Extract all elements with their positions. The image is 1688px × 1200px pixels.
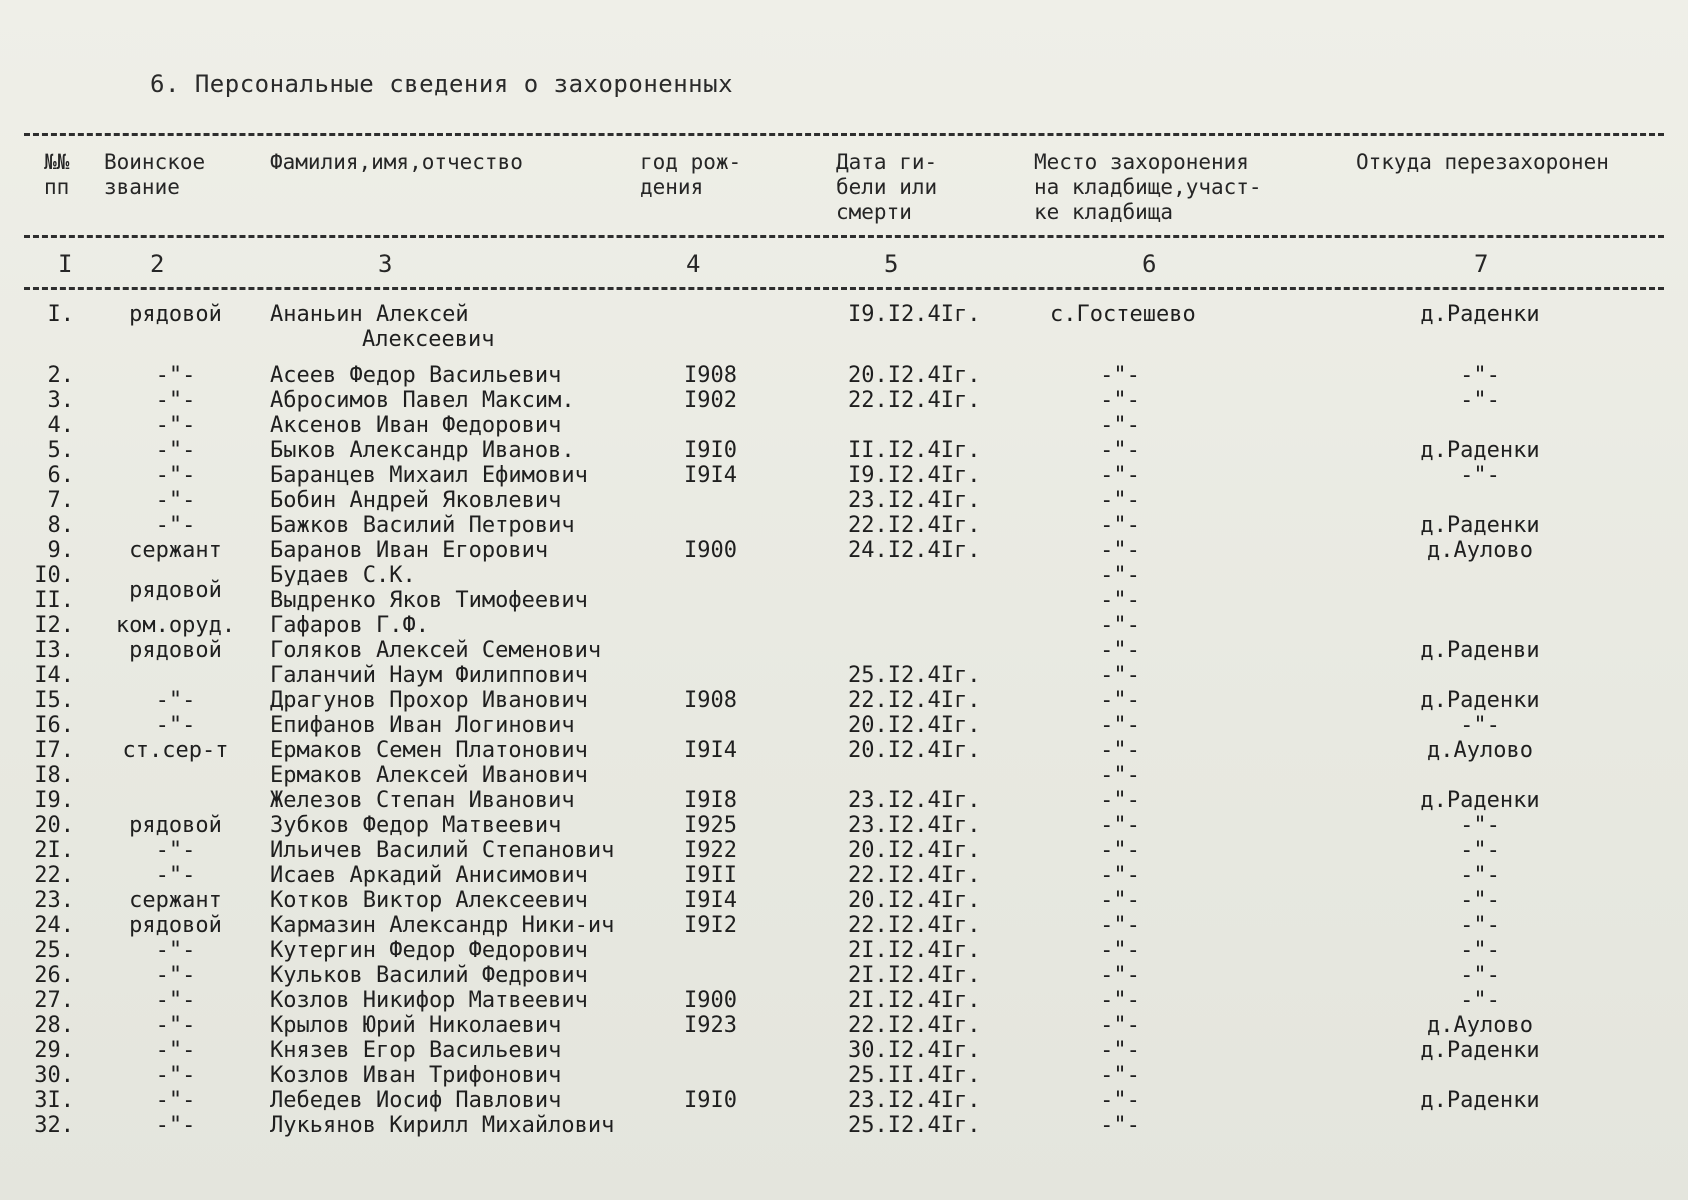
table-row bbox=[0, 1038, 1688, 1063]
row-rank: сержант bbox=[129, 538, 222, 563]
row-date: 30.I2.4Iг. bbox=[848, 1038, 981, 1063]
row-name: Гафаров Г.Ф. bbox=[270, 613, 429, 638]
row-rank: -"- bbox=[155, 688, 196, 713]
table-row bbox=[0, 938, 1688, 963]
row-from: д.Раденви bbox=[1420, 638, 1540, 663]
row-date: 20.I2.4Iг. bbox=[848, 363, 981, 388]
row-from: д.Раденки bbox=[1420, 438, 1540, 463]
row-number: 30. bbox=[34, 1063, 74, 1088]
row-place: -"- bbox=[1100, 1013, 1140, 1038]
column-number: 7 bbox=[1474, 250, 1489, 278]
row-name: Козлов Никифор Матвеевич bbox=[270, 988, 588, 1013]
row-date: 22.I2.4Iг. bbox=[848, 388, 981, 413]
row-rank: -"- bbox=[155, 838, 196, 863]
column-number: 4 bbox=[686, 250, 701, 278]
row-place: -"- bbox=[1100, 1113, 1140, 1138]
row-date: 20.I2.4Iг. bbox=[848, 713, 981, 738]
table-row bbox=[0, 1088, 1688, 1113]
table-row bbox=[0, 663, 1688, 688]
row-year: I900 bbox=[684, 988, 737, 1013]
row-number: 4. bbox=[47, 413, 74, 438]
row-number: 28. bbox=[34, 1013, 74, 1038]
row-number: I9. bbox=[34, 788, 74, 813]
row-number: I. bbox=[47, 302, 74, 327]
row-date: 22.I2.4Iг. bbox=[848, 513, 981, 538]
row-from: -"- bbox=[1460, 463, 1500, 488]
row-from: д.Раденки bbox=[1420, 513, 1540, 538]
row-place: -"- bbox=[1100, 988, 1140, 1013]
row-name: Лебедев Иосиф Павлович bbox=[270, 1088, 562, 1113]
row-year: I908 bbox=[684, 688, 737, 713]
table-row bbox=[0, 413, 1688, 438]
row-from: -"- bbox=[1460, 713, 1500, 738]
table-row bbox=[0, 713, 1688, 738]
row-name: Ермаков Алексей Иванович bbox=[270, 763, 588, 788]
row-place: -"- bbox=[1100, 838, 1140, 863]
row-number: II. bbox=[34, 588, 74, 613]
row-place: -"- bbox=[1100, 938, 1140, 963]
row-date: 25.I2.4Iг. bbox=[848, 1113, 981, 1138]
rule-header bbox=[24, 235, 1664, 238]
row-year: I9I4 bbox=[684, 463, 737, 488]
row-number: 23. bbox=[34, 888, 74, 913]
row-year: I908 bbox=[684, 363, 737, 388]
row-place: -"- bbox=[1100, 813, 1140, 838]
table-row bbox=[0, 788, 1688, 813]
row-date: 20.I2.4Iг. bbox=[848, 888, 981, 913]
table-row bbox=[0, 838, 1688, 863]
row-name: Ананьин Алексей bbox=[270, 302, 469, 327]
row-name: Кармазин Александр Ники-ич bbox=[270, 913, 615, 938]
row-place: с.Гостешево bbox=[1050, 302, 1196, 327]
row-rank: -"- bbox=[155, 413, 196, 438]
row-place: -"- bbox=[1100, 438, 1140, 463]
row-name: Кутергин Федор Федорович bbox=[270, 938, 588, 963]
row-name: Голяков Алексей Семенович bbox=[270, 638, 602, 663]
table-row bbox=[0, 913, 1688, 938]
row-from: -"- bbox=[1460, 813, 1500, 838]
header-line: год рож- bbox=[640, 150, 742, 174]
row-number: I6. bbox=[34, 713, 74, 738]
row-place: -"- bbox=[1100, 613, 1140, 638]
row-date: 23.I2.4Iг. bbox=[848, 788, 981, 813]
header-from bbox=[1356, 150, 1609, 175]
row-place: -"- bbox=[1100, 413, 1140, 438]
header-line: Фамилия,имя,отчество bbox=[270, 150, 523, 174]
row-number: I3. bbox=[34, 638, 74, 663]
row-year: I9II bbox=[684, 863, 737, 888]
header-name bbox=[270, 150, 523, 175]
row-place: -"- bbox=[1100, 1088, 1140, 1113]
row-place: -"- bbox=[1100, 663, 1140, 688]
rule-column-numbers bbox=[24, 287, 1664, 290]
row-place: -"- bbox=[1100, 863, 1140, 888]
row-number: 6. bbox=[47, 463, 74, 488]
row-number: I4. bbox=[34, 663, 74, 688]
header-line: Дата ги- bbox=[836, 150, 938, 174]
row-rank: сержант bbox=[129, 888, 222, 913]
row-name: Кульков Василий Федрович bbox=[270, 963, 588, 988]
row-from: д.Раденки bbox=[1420, 1088, 1540, 1113]
row-from: д.Аулово bbox=[1427, 538, 1533, 563]
header-line: смерти bbox=[836, 200, 912, 224]
header-line: ке кладбища bbox=[1034, 200, 1174, 224]
row-number: I5. bbox=[34, 688, 74, 713]
row-rank: ком.оруд. bbox=[115, 613, 236, 638]
table-row bbox=[0, 763, 1688, 788]
row-place: -"- bbox=[1100, 913, 1140, 938]
row-name: Быков Александр Иванов. bbox=[270, 438, 575, 463]
row-date: 20.I2.4Iг. bbox=[848, 738, 981, 763]
row-from: -"- bbox=[1460, 963, 1500, 988]
row-number: 2. bbox=[47, 363, 74, 388]
row-year: I9I2 bbox=[684, 913, 737, 938]
row-date: I9.I2.4Iг. bbox=[848, 463, 981, 488]
row-place: -"- bbox=[1100, 538, 1140, 563]
row-name: Козлов Иван Трифонович bbox=[270, 1063, 562, 1088]
table-row bbox=[0, 363, 1688, 388]
row-rank: -"- bbox=[155, 438, 196, 463]
row-number: 24. bbox=[34, 913, 74, 938]
table-row bbox=[0, 578, 1688, 613]
table-row bbox=[0, 888, 1688, 913]
row-name: Исаев Аркадий Анисимович bbox=[270, 863, 588, 888]
header-num bbox=[44, 150, 69, 200]
row-number: 2I. bbox=[34, 838, 74, 863]
row-place: -"- bbox=[1100, 588, 1140, 613]
row-place: -"- bbox=[1100, 738, 1140, 763]
row-place: -"- bbox=[1100, 563, 1140, 588]
row-place: -"- bbox=[1100, 1063, 1140, 1088]
row-number: I7. bbox=[34, 738, 74, 763]
row-rank: рядовой bbox=[129, 302, 222, 327]
row-date: 23.I2.4Iг. bbox=[848, 488, 981, 513]
row-number: 3I. bbox=[34, 1088, 74, 1113]
header-line: Откуда перезахоронен bbox=[1356, 150, 1609, 174]
row-place: -"- bbox=[1100, 463, 1140, 488]
row-year: I922 bbox=[684, 838, 737, 863]
row-rank: ст.сер-т bbox=[122, 738, 229, 763]
row-place: -"- bbox=[1100, 1038, 1140, 1063]
row-number: 29. bbox=[34, 1038, 74, 1063]
header-year bbox=[640, 150, 741, 200]
header-place bbox=[1034, 150, 1262, 225]
row-place: -"- bbox=[1100, 788, 1140, 813]
column-number: 2 bbox=[150, 250, 165, 278]
table-row bbox=[0, 638, 1688, 663]
row-rank: -"- bbox=[155, 513, 196, 538]
column-number: 3 bbox=[378, 250, 393, 278]
row-name: Крылов Юрий Николаевич bbox=[270, 1013, 562, 1038]
row-name: Баранов Иван Егорович bbox=[270, 538, 549, 563]
row-name: Епифанов Иван Логинович bbox=[270, 713, 575, 738]
row-rank: -"- bbox=[155, 388, 196, 413]
table-row bbox=[0, 613, 1688, 638]
row-name: Галанчий Наум Филиппович bbox=[270, 663, 588, 688]
row-rank: рядовой bbox=[129, 578, 222, 603]
column-number: I bbox=[58, 250, 73, 278]
row-rank: -"- bbox=[155, 463, 196, 488]
row-place: -"- bbox=[1100, 638, 1140, 663]
row-number: 20. bbox=[34, 813, 74, 838]
row-name: Абросимов Павел Максим. bbox=[270, 388, 575, 413]
row-date: 23.I2.4Iг. bbox=[848, 1088, 981, 1113]
header-rank bbox=[104, 150, 205, 200]
row-date: 2I.I2.4Iг. bbox=[848, 963, 981, 988]
row-place: -"- bbox=[1100, 388, 1140, 413]
table-row bbox=[0, 863, 1688, 888]
header-line: на кладбище,участ- bbox=[1034, 175, 1262, 199]
row-from: д.Раденки bbox=[1420, 1038, 1540, 1063]
row-date: 23.I2.4Iг. bbox=[848, 813, 981, 838]
row-rank: -"- bbox=[155, 713, 196, 738]
row-name: Котков Виктор Алексеевич bbox=[270, 888, 588, 913]
row-year: I9I4 bbox=[684, 888, 737, 913]
table-row bbox=[0, 438, 1688, 463]
row-date: 22.I2.4Iг. bbox=[848, 1013, 981, 1038]
row-from: -"- bbox=[1460, 913, 1500, 938]
table-row bbox=[0, 688, 1688, 713]
row-year: I900 bbox=[684, 538, 737, 563]
row-year: I9I4 bbox=[684, 738, 737, 763]
row-name: Железов Степан Иванович bbox=[270, 788, 575, 813]
table-row bbox=[0, 988, 1688, 1013]
row-place: -"- bbox=[1100, 763, 1140, 788]
row-date: 2I.I2.4Iг. bbox=[848, 988, 981, 1013]
header-line: дения bbox=[640, 175, 704, 199]
row-year: I902 bbox=[684, 388, 737, 413]
row-from: -"- bbox=[1460, 363, 1500, 388]
row-rank: -"- bbox=[155, 1088, 196, 1113]
table-row bbox=[0, 538, 1688, 563]
table-row-continuation bbox=[0, 327, 1688, 352]
row-from: -"- bbox=[1460, 838, 1500, 863]
table-row bbox=[0, 513, 1688, 538]
row-date: 20.I2.4Iг. bbox=[848, 838, 981, 863]
row-year: I925 bbox=[684, 813, 737, 838]
row-rank: -"- bbox=[155, 1013, 196, 1038]
row-from: -"- bbox=[1460, 888, 1500, 913]
row-name: Бобин Андрей Яковлевич bbox=[270, 488, 562, 513]
row-rank: рядовой bbox=[129, 913, 222, 938]
row-rank: -"- bbox=[155, 1113, 196, 1138]
row-number: 8. bbox=[47, 513, 74, 538]
row-from: д.Раденки bbox=[1420, 788, 1540, 813]
row-from: -"- bbox=[1460, 863, 1500, 888]
table-row bbox=[0, 302, 1688, 327]
row-from: -"- bbox=[1460, 988, 1500, 1013]
table-row bbox=[0, 488, 1688, 513]
row-rank: -"- bbox=[155, 363, 196, 388]
table-row bbox=[0, 1063, 1688, 1088]
row-date: 2I.I2.4Iг. bbox=[848, 938, 981, 963]
row-from: д.Аулово bbox=[1427, 1013, 1533, 1038]
table-row bbox=[0, 963, 1688, 988]
row-from: -"- bbox=[1460, 388, 1500, 413]
row-date: 22.I2.4Iг. bbox=[848, 913, 981, 938]
row-place: -"- bbox=[1100, 513, 1140, 538]
row-number: 32. bbox=[34, 1113, 74, 1138]
row-name: Бажков Василий Петрович bbox=[270, 513, 575, 538]
row-rank: рядовой bbox=[129, 638, 222, 663]
table-row bbox=[0, 813, 1688, 838]
rule-top bbox=[24, 133, 1664, 136]
row-from: -"- bbox=[1460, 938, 1500, 963]
row-date: 25.II.4Iг. bbox=[848, 1063, 981, 1088]
row-year: I923 bbox=[684, 1013, 737, 1038]
row-number: I0. bbox=[34, 563, 74, 588]
row-date: 25.I2.4Iг. bbox=[848, 663, 981, 688]
row-place: -"- bbox=[1100, 363, 1140, 388]
row-name-continued: Алексеевич bbox=[362, 327, 495, 352]
row-from: д.Раденки bbox=[1420, 302, 1540, 327]
row-place: -"- bbox=[1100, 713, 1140, 738]
row-name: Будаев С.К. bbox=[270, 563, 416, 588]
row-year: I9I0 bbox=[684, 1088, 737, 1113]
row-name: Асеев Федор Васильевич bbox=[270, 363, 562, 388]
row-name: Лукьянов Кирилл Михайлович bbox=[270, 1113, 615, 1138]
table-row bbox=[0, 738, 1688, 763]
row-place: -"- bbox=[1100, 963, 1140, 988]
row-date: 22.I2.4Iг. bbox=[848, 688, 981, 713]
row-number: 9. bbox=[47, 538, 74, 563]
row-number: 22. bbox=[34, 863, 74, 888]
row-number: 5. bbox=[47, 438, 74, 463]
row-year: I9I8 bbox=[684, 788, 737, 813]
row-rank: -"- bbox=[155, 963, 196, 988]
row-rank: -"- bbox=[155, 988, 196, 1013]
header-line: бели или bbox=[836, 175, 938, 199]
row-place: -"- bbox=[1100, 888, 1140, 913]
row-from: д.Аулово bbox=[1427, 738, 1533, 763]
row-rank: -"- bbox=[155, 863, 196, 888]
row-place: -"- bbox=[1100, 488, 1140, 513]
table-row bbox=[0, 463, 1688, 488]
row-name: Аксенов Иван Федорович bbox=[270, 413, 562, 438]
row-name: Ильичев Василий Степанович bbox=[270, 838, 615, 863]
row-number: 25. bbox=[34, 938, 74, 963]
row-from: д.Раденки bbox=[1420, 688, 1540, 713]
row-rank: -"- bbox=[155, 1063, 196, 1088]
row-name: Князев Егор Васильевич bbox=[270, 1038, 562, 1063]
row-name: Драгунов Прохор Иванович bbox=[270, 688, 588, 713]
row-number: 7. bbox=[47, 488, 74, 513]
row-place: -"- bbox=[1100, 688, 1140, 713]
row-year: I9I0 bbox=[684, 438, 737, 463]
row-date: II.I2.4Iг. bbox=[848, 438, 981, 463]
row-rank: рядовой bbox=[129, 813, 222, 838]
row-name: Баранцев Михаил Ефимович bbox=[270, 463, 588, 488]
row-name: Ермаков Семен Платонович bbox=[270, 738, 588, 763]
header-line: пп bbox=[44, 175, 70, 199]
header-date bbox=[836, 150, 937, 225]
table-row bbox=[0, 388, 1688, 413]
table-row bbox=[0, 1013, 1688, 1038]
row-date: I9.I2.4Iг. bbox=[848, 302, 981, 327]
row-number: I2. bbox=[34, 613, 74, 638]
column-number: 5 bbox=[884, 250, 899, 278]
row-name: Выдренко Яков Тимофеевич bbox=[270, 588, 588, 613]
header-line: Воинское bbox=[104, 150, 206, 174]
row-rank: -"- bbox=[155, 938, 196, 963]
row-rank: -"- bbox=[155, 488, 196, 513]
row-number: 3. bbox=[47, 388, 74, 413]
row-number: I8. bbox=[34, 763, 74, 788]
row-number: 26. bbox=[34, 963, 74, 988]
header-line: Место захоронения bbox=[1034, 150, 1249, 174]
table-row bbox=[0, 1113, 1688, 1138]
section-heading: 6. Персональные сведения о захороненных bbox=[150, 70, 734, 98]
header-line: №№ bbox=[44, 150, 70, 174]
row-rank: -"- bbox=[155, 1038, 196, 1063]
row-name: Зубков Федор Матвеевич bbox=[270, 813, 562, 838]
column-number: 6 bbox=[1142, 250, 1157, 278]
row-number: 27. bbox=[34, 988, 74, 1013]
row-date: 24.I2.4Iг. bbox=[848, 538, 981, 563]
row-date: 22.I2.4Iг. bbox=[848, 863, 981, 888]
header-line: звание bbox=[104, 175, 180, 199]
